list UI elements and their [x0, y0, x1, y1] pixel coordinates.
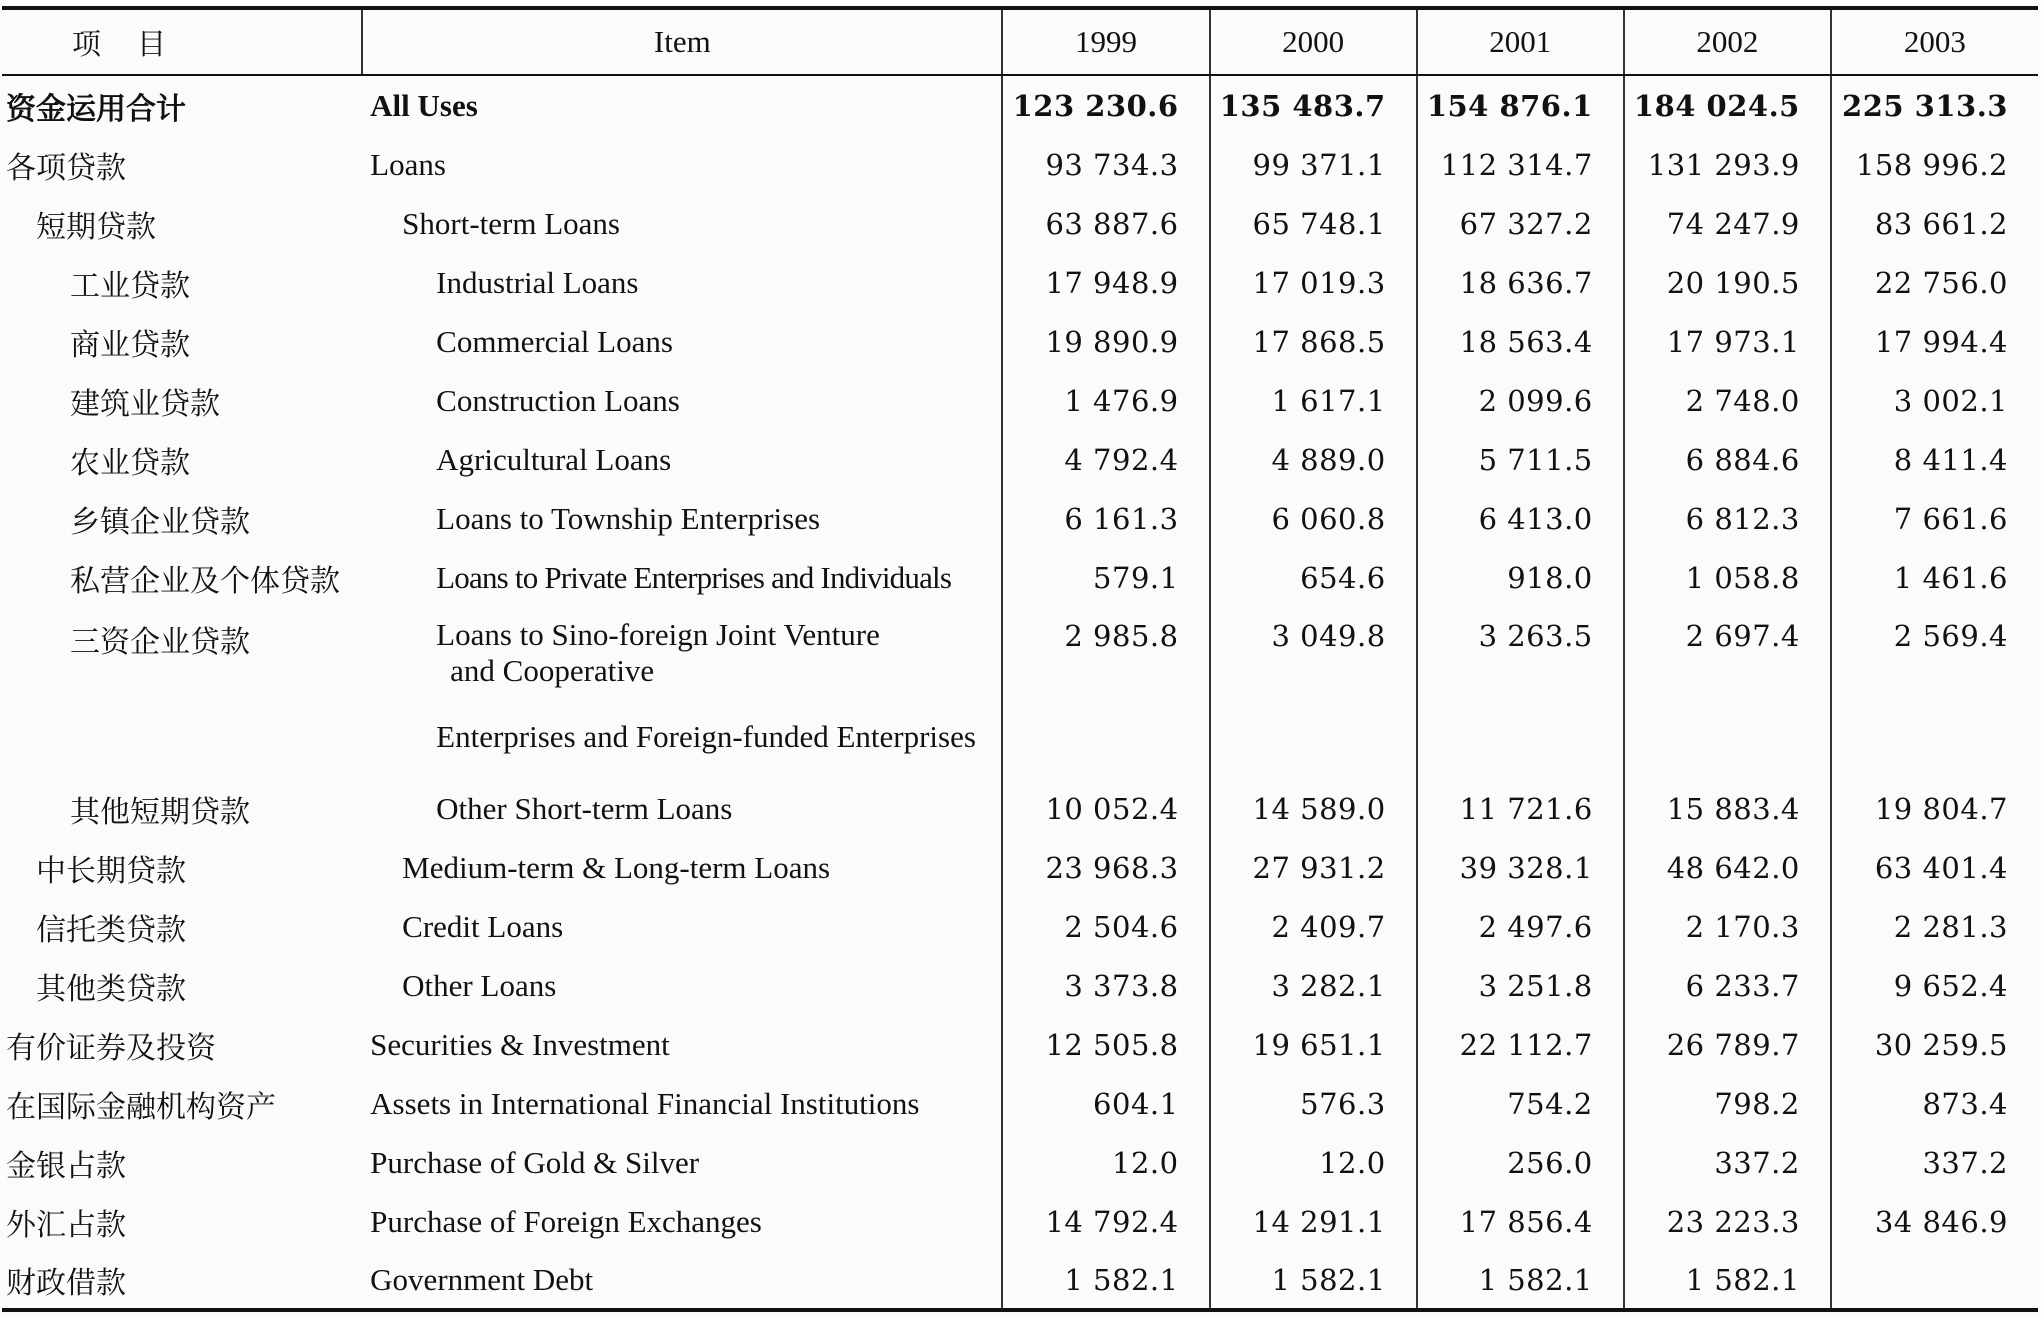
header-year-2003: 2003	[1831, 8, 2038, 75]
row-label-zh: 三资企业贷款	[70, 625, 250, 660]
cell-2003: 2 281.3	[1831, 897, 2038, 956]
cell-2002: 2 748.0	[1624, 371, 1831, 430]
table-row	[2, 135, 2038, 194]
cell-1999: 579.1	[1002, 548, 1209, 607]
row-label-en-line1: Loans to Sino-foreign Joint Venture	[436, 617, 880, 652]
cell-1999: 17 948.9	[1002, 253, 1209, 312]
table-row	[2, 371, 2038, 430]
cell-2003: 8 411.4	[1831, 430, 2038, 489]
cell-1999: 93 734.3	[1002, 135, 1209, 194]
cell-2003: 225 313.3	[1831, 75, 2038, 135]
cell-2000: 6 060.8	[1210, 489, 1417, 548]
cell-2003: 158 996.2	[1831, 135, 2038, 194]
cell-2002: 798.2	[1624, 1074, 1831, 1133]
row-label-zh: 有价证券及投资	[6, 1030, 216, 1066]
row-label-en: Purchase of Gold & Silver	[370, 1144, 700, 1180]
cell-2001: 112 314.7	[1417, 135, 1624, 194]
row-label-en: Loans to Private Enterprises and Individuals	[436, 559, 952, 595]
table-row	[2, 838, 2038, 897]
header-year-2001: 2001	[1417, 8, 1624, 75]
row-label-zh: 商业贷款	[70, 327, 190, 363]
cell-1999: 4 792.4	[1002, 430, 1209, 489]
table-row	[2, 253, 2038, 312]
cell-2000: 17 019.3	[1210, 253, 1417, 312]
cell-2001: 11 721.6	[1417, 779, 1624, 838]
row-label-zh: 各项贷款	[6, 150, 126, 186]
row-label-en: Credit Loans	[402, 908, 564, 944]
cell-2003: 83 661.2	[1831, 194, 2038, 253]
cell-2001: 39 328.1	[1417, 838, 1624, 897]
table-row	[2, 1133, 2038, 1192]
row-label-en: Agricultural Loans	[436, 441, 672, 477]
cell-2002: 17 973.1	[1624, 312, 1831, 371]
cell-2000: 1 582.1	[1210, 1251, 1417, 1310]
cell-2003: 7 661.6	[1831, 489, 2038, 548]
row-label-zh: 金银占款	[6, 1148, 126, 1184]
cell-2003: 63 401.4	[1831, 838, 2038, 897]
table-row	[2, 548, 2038, 607]
cell-2000: 17 868.5	[1210, 312, 1417, 371]
cell-2000: 3 049.8	[1210, 607, 1417, 779]
cell-1999: 604.1	[1002, 1074, 1209, 1133]
cell-2002: 15 883.4	[1624, 779, 1831, 838]
header-item-zh: 项 目	[2, 8, 362, 75]
cell-2000: 654.6	[1210, 548, 1417, 607]
cell-2003: 873.4	[1831, 1074, 2038, 1133]
cell-2002: 20 190.5	[1624, 253, 1831, 312]
cell-2002: 131 293.9	[1624, 135, 1831, 194]
row-label-zh: 信托类贷款	[36, 912, 186, 948]
header-item-en: Item	[362, 8, 1002, 75]
cell-1999: 10 052.4	[1002, 779, 1209, 838]
row-label-en: All Uses	[370, 87, 478, 123]
cell-2003: 2 569.4	[1831, 607, 2038, 779]
cell-2000: 4 889.0	[1210, 430, 1417, 489]
cell-2003: 19 804.7	[1831, 779, 2038, 838]
cell-2002: 6 233.7	[1624, 956, 1831, 1015]
cell-2002: 184 024.5	[1624, 75, 1831, 135]
cell-2000: 1 617.1	[1210, 371, 1417, 430]
cell-1999: 63 887.6	[1002, 194, 1209, 253]
table-row	[2, 1251, 2038, 1310]
cell-2000: 14 589.0	[1210, 779, 1417, 838]
cell-2003: 34 846.9	[1831, 1192, 2038, 1251]
cell-2003: 337.2	[1831, 1133, 2038, 1192]
row-label-zh: 乡镇企业贷款	[70, 504, 250, 540]
row-label-zh: 农业贷款	[70, 445, 190, 481]
row-label-en: Other Short-term Loans	[436, 790, 733, 826]
table-row	[2, 1074, 2038, 1133]
row-label-zh: 在国际金融机构资产	[6, 1089, 276, 1125]
row-label-zh: 其他类贷款	[36, 971, 186, 1007]
cell-2001: 256.0	[1417, 1133, 1624, 1192]
cell-1999: 12 505.8	[1002, 1015, 1209, 1074]
cell-2003	[1831, 1251, 2038, 1310]
cell-2002: 74 247.9	[1624, 194, 1831, 253]
cell-2001: 22 112.7	[1417, 1015, 1624, 1074]
header-row	[2, 8, 2038, 75]
cell-2001: 18 636.7	[1417, 253, 1624, 312]
row-label-en: Construction Loans	[436, 382, 680, 418]
cell-2001: 6 413.0	[1417, 489, 1624, 548]
cell-2000: 2 409.7	[1210, 897, 1417, 956]
row-label-zh: 建筑业贷款	[70, 386, 220, 422]
cell-1999: 2 504.6	[1002, 897, 1209, 956]
cell-2001: 17 856.4	[1417, 1192, 1624, 1251]
cell-2002: 2 170.3	[1624, 897, 1831, 956]
cell-2001: 3 263.5	[1417, 607, 1624, 779]
header-year-1999: 1999	[1002, 8, 1209, 75]
cell-2002: 2 697.4	[1624, 607, 1831, 779]
row-label-zh: 私营企业及个体贷款	[70, 563, 340, 599]
cell-1999: 6 161.3	[1002, 489, 1209, 548]
table-row	[2, 779, 2038, 838]
cell-2000: 3 282.1	[1210, 956, 1417, 1015]
cell-2000: 19 651.1	[1210, 1015, 1417, 1074]
cell-1999: 123 230.6	[1002, 75, 1209, 135]
cell-1999: 19 890.9	[1002, 312, 1209, 371]
table-row	[2, 430, 2038, 489]
table-row	[2, 607, 2038, 779]
cell-2001: 1 582.1	[1417, 1251, 1624, 1310]
cell-2002: 337.2	[1624, 1133, 1831, 1192]
cell-2000: 135 483.7	[1210, 75, 1417, 135]
cell-1999: 14 792.4	[1002, 1192, 1209, 1251]
table-row	[2, 956, 2038, 1015]
row-label-en: Short-term Loans	[402, 205, 620, 241]
table-row	[2, 75, 2038, 135]
row-label-zh: 财政借款	[2, 1251, 362, 1310]
cell-2001: 918.0	[1417, 548, 1624, 607]
row-label-zh: 中长期贷款	[36, 853, 186, 889]
cell-1999: 3 373.8	[1002, 956, 1209, 1015]
cell-2003: 17 994.4	[1831, 312, 2038, 371]
cell-2000: 27 931.2	[1210, 838, 1417, 897]
row-label-en: Medium-term & Long-term Loans	[402, 849, 831, 885]
cell-2001: 754.2	[1417, 1074, 1624, 1133]
cell-1999: 23 968.3	[1002, 838, 1209, 897]
cell-2000: 14 291.1	[1210, 1192, 1417, 1251]
row-label-en: Industrial Loans	[436, 264, 639, 300]
row-label-en	[362, 607, 1002, 779]
header-year-2000: 2000	[1210, 8, 1417, 75]
row-label-zh: 短期贷款	[36, 209, 156, 245]
cell-2002: 26 789.7	[1624, 1015, 1831, 1074]
table-row	[2, 489, 2038, 548]
cell-2001: 18 563.4	[1417, 312, 1624, 371]
cell-2000: 99 371.1	[1210, 135, 1417, 194]
cell-2002: 48 642.0	[1624, 838, 1831, 897]
cell-2003: 1 461.6	[1831, 548, 2038, 607]
cell-2002: 1 582.1	[1624, 1251, 1831, 1310]
cell-1999: 12.0	[1002, 1133, 1209, 1192]
cell-2003: 30 259.5	[1831, 1015, 2038, 1074]
header-year-2002: 2002	[1624, 8, 1831, 75]
row-label-zh: 工业贷款	[70, 268, 190, 304]
row-label-en: Government Debt	[362, 1251, 1002, 1310]
uses-of-funds-table	[2, 6, 2038, 1312]
table-row	[2, 1015, 2038, 1074]
row-label-en-line3: Enterprises and Foreign-funded Enterprises	[436, 719, 976, 754]
cell-2002: 6 812.3	[1624, 489, 1831, 548]
row-label-en: Securities & Investment	[370, 1026, 670, 1062]
cell-2002: 1 058.8	[1624, 548, 1831, 607]
cell-1999: 1 582.1	[1002, 1251, 1209, 1310]
row-label-zh: 其他短期贷款	[70, 794, 250, 830]
cell-2000: 576.3	[1210, 1074, 1417, 1133]
row-label-en: Other Loans	[402, 967, 557, 1003]
table-row	[2, 1192, 2038, 1251]
cell-2001: 154 876.1	[1417, 75, 1624, 135]
row-label-zh: 资金运用合计	[6, 91, 186, 127]
cell-2003: 9 652.4	[1831, 956, 2038, 1015]
table-row	[2, 897, 2038, 956]
cell-1999: 1 476.9	[1002, 371, 1209, 430]
table-row	[2, 194, 2038, 253]
row-label-en: Loans	[370, 146, 446, 182]
cell-2001: 5 711.5	[1417, 430, 1624, 489]
cell-2001: 3 251.8	[1417, 956, 1624, 1015]
cell-2002: 6 884.6	[1624, 430, 1831, 489]
cell-2002: 23 223.3	[1624, 1192, 1831, 1251]
row-label-en: Purchase of Foreign Exchanges	[370, 1203, 762, 1239]
cell-1999: 2 985.8	[1002, 607, 1209, 779]
cell-2001: 67 327.2	[1417, 194, 1624, 253]
row-label-en: Assets in International Financial Institutions	[370, 1085, 920, 1121]
cell-2003: 22 756.0	[1831, 253, 2038, 312]
cell-2003: 3 002.1	[1831, 371, 2038, 430]
row-label-en-line2: and Cooperative	[450, 653, 655, 688]
table-row	[2, 312, 2038, 371]
row-label-en: Loans to Township Enterprises	[436, 500, 821, 536]
cell-2001: 2 099.6	[1417, 371, 1624, 430]
row-label-zh: 外汇占款	[6, 1207, 126, 1243]
cell-2000: 12.0	[1210, 1133, 1417, 1192]
cell-2000: 65 748.1	[1210, 194, 1417, 253]
cell-2001: 2 497.6	[1417, 897, 1624, 956]
row-label-en: Commercial Loans	[436, 323, 673, 359]
